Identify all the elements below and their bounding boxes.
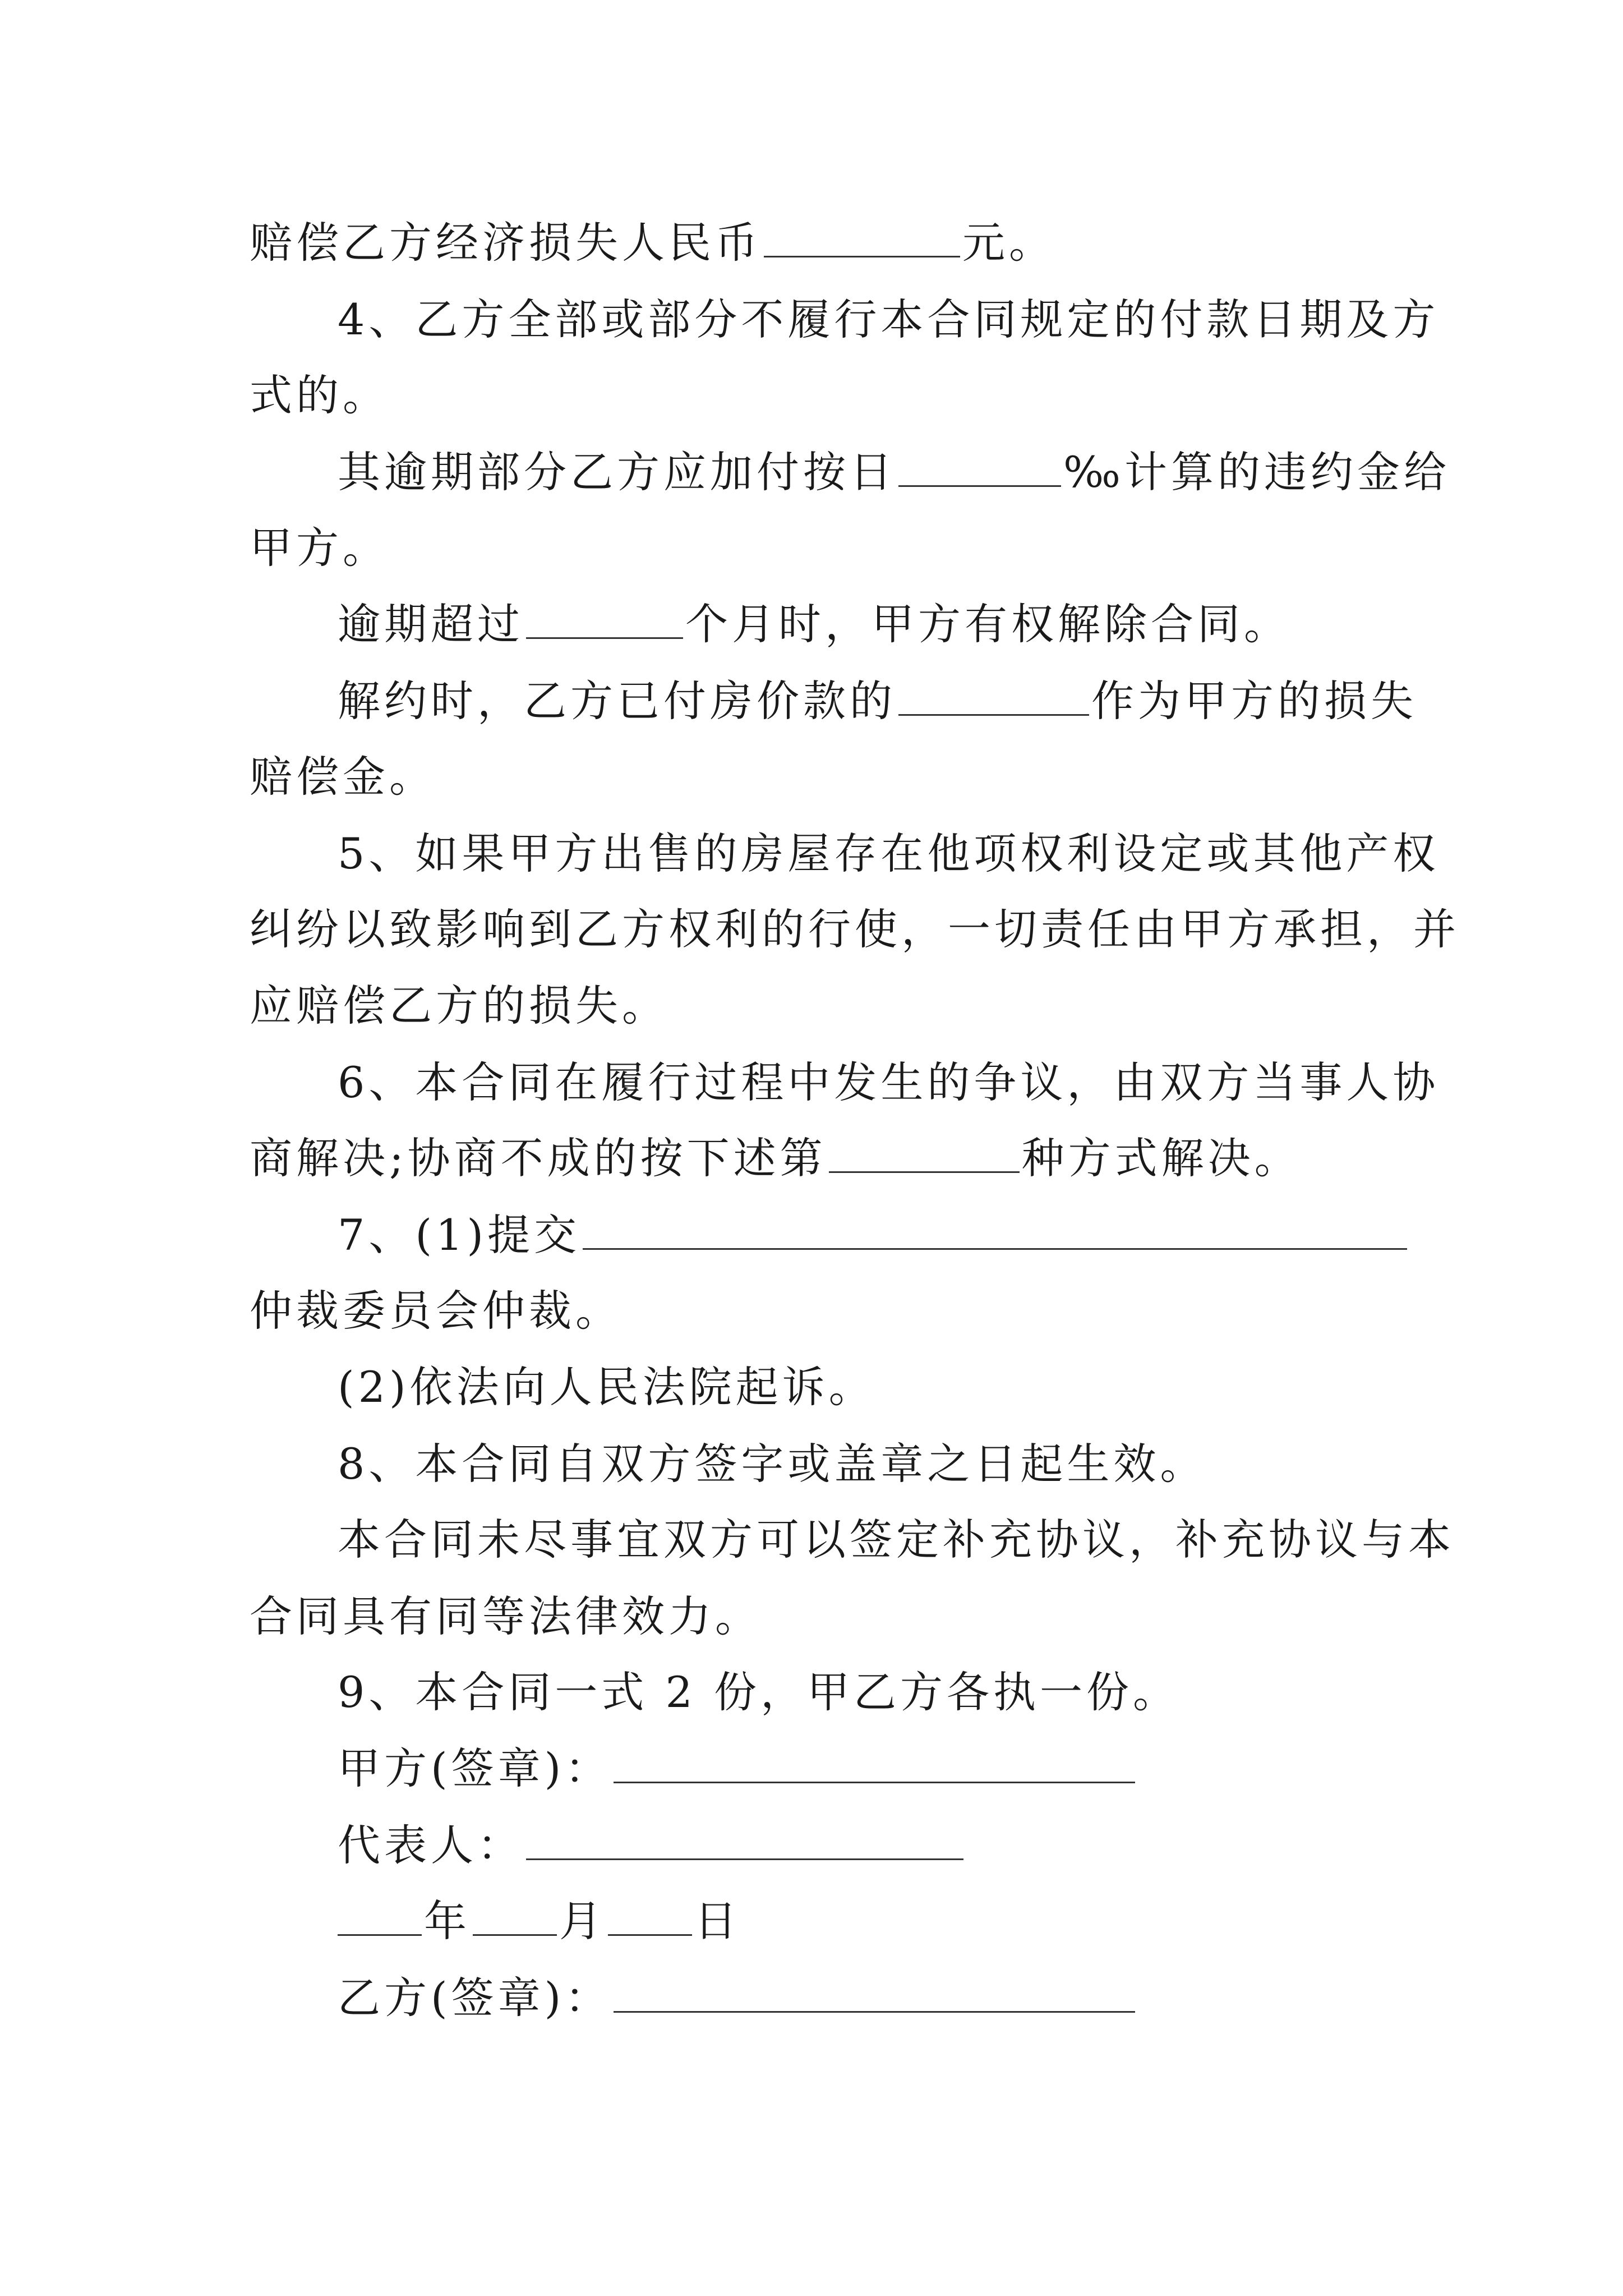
text-segment: 赔偿乙方经济损失人民币 [250,218,762,268]
text-segment: 仲裁委员会仲裁。 [250,1286,622,1336]
months-blank [526,598,683,639]
representative-blank [526,1819,963,1860]
method-blank [829,1132,1020,1173]
party-b-signature-line [338,1970,1137,2026]
date-line [338,1893,741,1949]
clause-9 [338,1664,1179,1720]
text-segment: 合同具有同等法律效力。 [250,1591,762,1641]
overdue-penalty-line-2 [250,520,389,576]
text-segment: 解约时，乙方已付房价款的 [338,676,896,726]
amount-blank [764,217,960,257]
termination-line-1 [338,673,1417,729]
text-segment: 纠纷以致影响到乙方权利的行使，一切责任由甲方承担，并 [250,904,1460,954]
clause-5-line-3 [250,978,668,1034]
text-line-compensation [250,215,1055,271]
text-segment: 日 [694,1896,741,1946]
text-segment: 个月时，甲方有权解除合同。 [685,599,1290,649]
text-segment: 年 [424,1896,471,1946]
text-segment: 代表人： [338,1820,524,1870]
text-segment: 8、本合同自双方签字或盖章之日起生效。 [338,1439,1207,1489]
clause-7-option-2 [338,1359,875,1415]
text-segment: 种方式解决。 [1021,1133,1301,1183]
text-segment: 月 [559,1896,606,1946]
text-segment: 乙方(签章)： [338,1973,612,2023]
clause-6-line-2 [250,1130,1301,1186]
text-segment: 式的。 [250,370,389,420]
text-segment: 7、(1)提交 [338,1210,581,1260]
text-segment: 甲方(签章)： [338,1743,612,1793]
rate-blank [898,446,1061,487]
clause-5-line-1 [338,826,1439,882]
arbitration-commission-blank [583,1209,1407,1250]
year-blank [338,1895,422,1936]
clause-4-line-2 [250,367,389,424]
text-segment: 商解决;协商不成的按下述第 [250,1133,827,1183]
month-blank [473,1895,557,1936]
supplementary-line-1 [338,1512,1455,1568]
text-segment: 作为甲方的损失 [1091,676,1417,726]
percentage-blank [898,675,1089,716]
clause-5-line-2 [250,901,1460,958]
text-segment: 其逾期部分乙方应加付按日 [338,447,896,497]
text-segment: 5、如果甲方出售的房屋存在他项权利设定或其他产权 [338,829,1440,878]
clause-7-line-1 [338,1207,1409,1263]
party-a-signature-blank [614,1742,1135,1783]
clause-4-line-1 [338,292,1439,348]
overdue-penalty-line-1 [338,444,1450,500]
clause-7-line-2 [250,1283,622,1339]
text-segment: 应赔偿乙方的损失。 [250,981,668,1030]
text-segment: 元。 [962,218,1055,268]
text-segment: 9、本合同一式 2 份，甲乙方各执一份。 [338,1667,1180,1717]
party-a-signature-line [338,1741,1137,1797]
clause-8 [338,1436,1206,1492]
clause-6-line-1 [338,1055,1439,1111]
text-segment: 6、本合同在履行过程中发生的争议，由双方当事人协 [338,1057,1440,1107]
text-segment: (2)依法向人民法院起诉。 [338,1362,875,1412]
text-segment: 赔偿金。 [250,752,436,802]
text-segment: 本合同未尽事宜双方可以签定补充协议，补充协议与本 [338,1515,1455,1565]
text-segment: 甲方。 [250,523,389,573]
representative-line [338,1818,966,1874]
overdue-months-line [338,596,1290,652]
day-blank [608,1895,692,1936]
party-b-signature-blank [614,1972,1135,2013]
termination-line-2 [250,749,436,805]
supplementary-line-2 [250,1589,762,1645]
text-segment: ‰计算的违约金给 [1063,447,1450,497]
text-segment: 逾期超过 [338,599,524,649]
text-segment: 4、乙方全部或部分不履行本合同规定的付款日期及方 [338,295,1440,344]
